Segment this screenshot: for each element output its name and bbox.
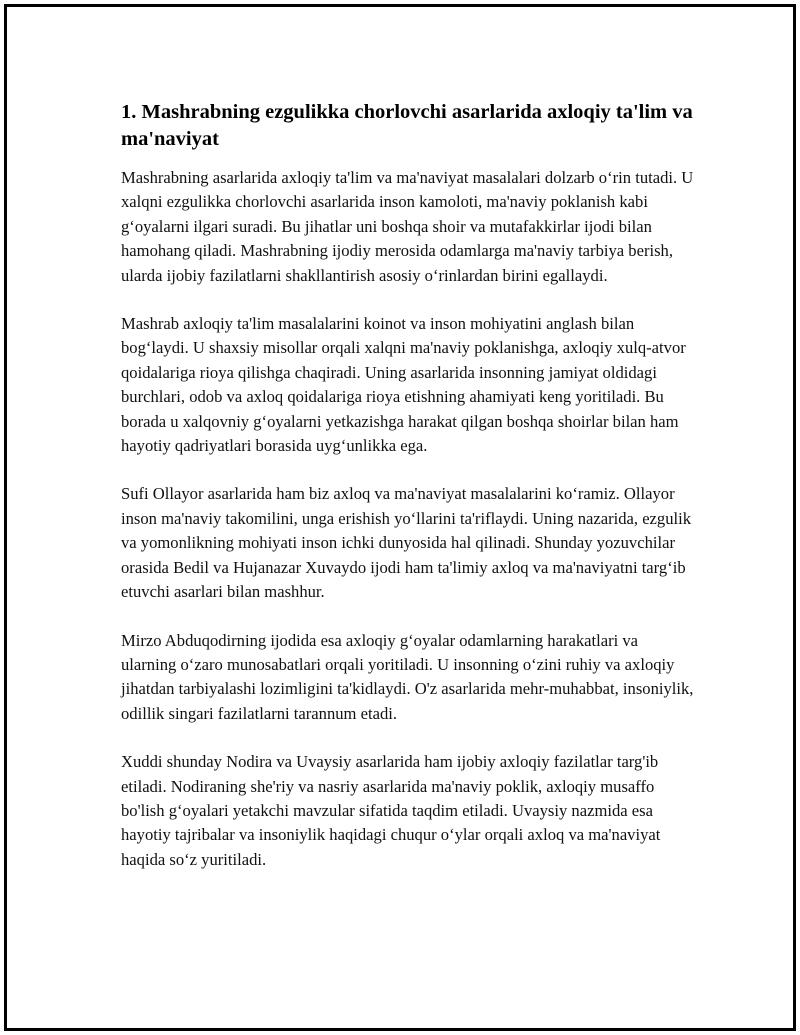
paragraph-2: Mashrab axloqiy ta'lim masalalarini koinot va inson mohiyatini anglash bilan bog‘laydi. U shaxsiy misollar orqali xalqni ma'naviy poklanishga, axloqiy xulq-atvor qoidalariga rioya qilishga chaqiradi. Uning asarlarida insonning jamiyat oldidagi burchlari, odob va axloq qoidalariga rioya etishning ahamiyati keng yoritiladi. Bu borada u xalqovniy g‘oyalarni yetkazishga harakat qilgan boshqa shoirlar bilan ham hayotiy qadriyatlari borasida uyg‘unlikka ega. bbox=[121, 314, 686, 456]
paragraph-4: Mirzo Abduqodirning ijodida esa axloqiy g‘oyalar odamlarning harakatlari va ularning o‘zaro munosabatlari orqali yoritiladi. U insonning o‘zini ruhiy va axloqiy jihatdan tarbiyalashi lozimligini ta'kidlaydi. O'z asarlarida mehr-muhabbat, insoniylik, odillik singari fazilatlarni tarannum etadi. bbox=[121, 630, 694, 723]
page-frame bbox=[4, 4, 796, 1031]
paragraph-5: Xuddi shunday Nodira va Uvaysiy asarlarida ham ijobiy axloqiy fazilatlar targ'ib etiladi. Nodiraning she'riy va nasriy asarlarida ma'naviy poklik, axloqiy musaffo bo'lish g‘oyalari yetakchi mavzular sifatida taqdim etiladi. Uvaysiy nazmida esa hayotiy tajribalar va insoniylik haqidagi chuqur o‘ylar orqali axloq va ma'naviyat haqida so‘z yuritiladi. bbox=[121, 752, 661, 869]
section-heading: 1. Mashrabning ezgulikka chorlovchi asarlarida axloqiy ta'lim va ma'naviyat bbox=[121, 101, 693, 150]
document-body bbox=[121, 99, 696, 896]
paragraph-3: Sufi Ollayor asarlarida ham biz axloq va ma'naviyat masalalarini ko‘ramiz. Ollayor inson ma'naviy takomilini, unga erishish yo‘llarini ta'riflaydi. Uning nazarida, ezgulik va yomonlikning mohiyati inson ichki dunyosida hal qilinadi. Shunday yozuvchilar orasida Bedil va Hujanazar Xuvaydo ijodi ham ta'limiy axloq va ma'naviyatni targ‘ib etuvchi asarlari bilan mashhur. bbox=[121, 484, 692, 602]
paragraph-1: Mashrabning asarlarida axloqiy ta'lim va ma'naviyat masalalari dolzarb o‘rin tutadi. U xalqni ezgulikka chorlovchi asarlarida inson kamoloti, ma'naviy poklanish kabi g‘oyalarni ilgari suradi. Bu jihatlar uni boshqa shoir va mutafakkirlar ijodi bilan hamohang qiladi. Mashrabning ijodiy merosida odamlarga ma'naviy tarbiya berish, ularda ijobiy fazilatlarni shakllantirish asosiy o‘rinlardan birini egallaydi. bbox=[121, 168, 694, 285]
